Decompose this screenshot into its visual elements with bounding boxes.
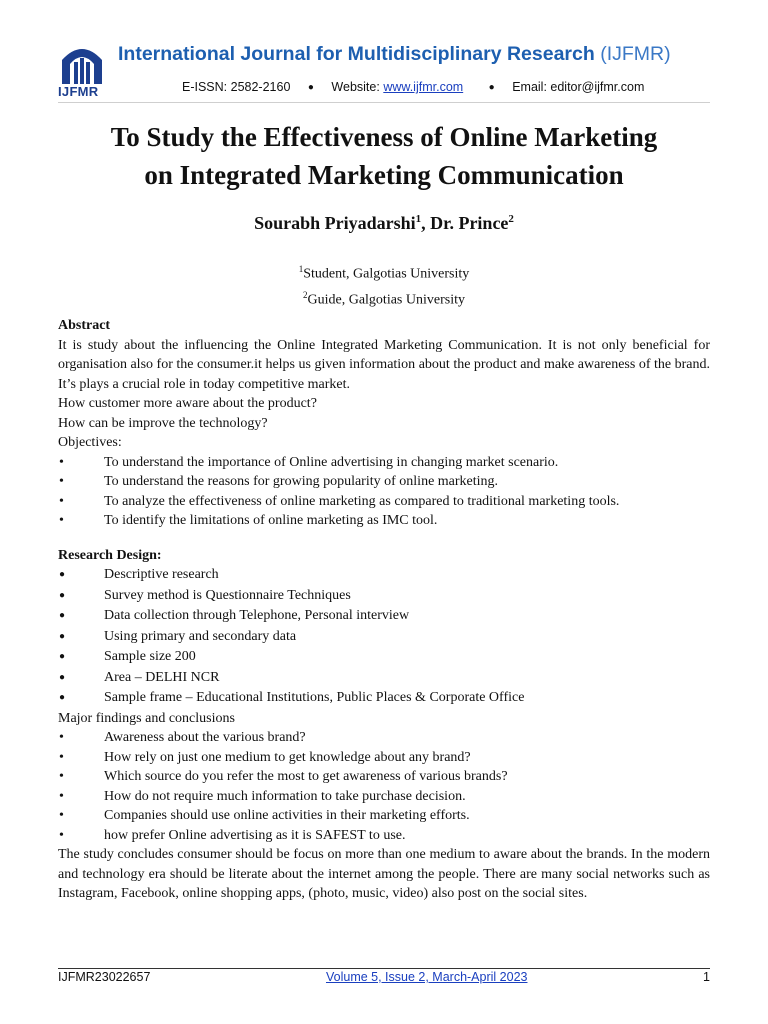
objective-item: • To identify the limitations of online marketing as IMC tool. [58, 511, 710, 531]
affil-2-sup: 2 [303, 289, 308, 300]
finding-item: • Awareness about the various brand? [58, 728, 710, 748]
finding-item: • How do not require much information to take purchase decision. [58, 787, 710, 807]
paper-body [58, 316, 710, 904]
objective-item: • To analyze the effectiveness of online marketing as compared to traditional marketing tools. [58, 492, 710, 512]
authors [40, 213, 728, 234]
page-footer [58, 970, 710, 984]
journal-abbr: (IJFMR) [600, 43, 671, 65]
title-line-1: To Study the Effectiveness of Online Marketing [110, 122, 658, 152]
finding-item: • how prefer Online advertising as it is SAFEST to use. [58, 826, 710, 846]
title-line-2: on Integrated Marketing Communication [144, 160, 624, 190]
issn: E-ISSN: 2582-2160 [182, 80, 291, 94]
research-design-item: ● Sample frame – Educational Institutions, Public Places & Corporate Office [58, 688, 710, 709]
finding-item: • Companies should use online activities in their marketing efforts. [58, 806, 710, 826]
header-divider [58, 102, 710, 103]
conclusion-paragraph: The study concludes consumer should be focus on more than one medium to aware about the brands. In the modern and technology era should be literate about the internet among the people. There are many social networks such as Instagram, Facebook, online shopping apps, (photo, music, video) also post on the social sites. [58, 847, 710, 901]
affil-1-text: Student, Galgotias University [303, 266, 470, 282]
author-separator: , [421, 213, 431, 233]
objective-item: • To understand the importance of Online advertising in changing market scenario. [58, 453, 710, 473]
findings-list [58, 728, 710, 845]
abstract-question-1: How customer more aware about the product? [58, 396, 317, 411]
affiliations [40, 259, 728, 310]
bullet-icon: ● [307, 82, 314, 93]
research-design-item: ● Survey method is Questionnaire Techniques [58, 586, 710, 607]
paper-title [40, 118, 728, 194]
research-design-item: ● Using primary and secondary data [58, 627, 710, 648]
footer-divider [58, 968, 710, 969]
email: Email: editor@ijfmr.com [512, 80, 645, 94]
paper-id: IJFMR23022657 [58, 970, 151, 984]
finding-item: • How rely on just one medium to get knowledge about any brand? [58, 748, 710, 768]
page-number: 1 [703, 970, 710, 984]
affiliation-1 [40, 259, 728, 285]
author-1: Sourabh Priyadarshi [254, 213, 416, 233]
objectives-list [58, 453, 710, 531]
journal-info-line [182, 80, 644, 94]
abstract-paragraph: It is study about the influencing the Online Integrated Marketing Communication. It is not only beneficial for organisation also for the consumer.it helps us given information about the product and make awareness of the brand. It’s plays a crucial role in today competitive market. [58, 337, 710, 392]
findings-heading: Major findings and conclusions [58, 710, 235, 726]
website-label: Website: [331, 80, 380, 94]
journal-title [118, 43, 671, 66]
volume-issue-link[interactable]: Volume 5, Issue 2, March-April 2023 [325, 970, 528, 984]
affil-1-sup: 1 [298, 264, 304, 274]
logo-text: IJFMR [58, 84, 99, 99]
research-design-item: ● Data collection through Telephone, Personal interview [58, 606, 710, 627]
objectives-label: Objectives: [58, 435, 122, 450]
research-design-item: ● Area – DELHI NCR [58, 668, 710, 689]
affil-2-text: Guide, Galgotias University [307, 292, 465, 308]
finding-item: • Which source do you refer the most to get awareness of various brands? [58, 767, 710, 787]
author-1-sup: 1 [415, 213, 422, 225]
journal-name: International Journal for Multidisciplinary Research [118, 43, 595, 65]
bullet-icon: ● [488, 82, 495, 93]
abstract-question-2: How can be improve the technology? [58, 415, 268, 431]
affiliation-2 [40, 285, 728, 311]
research-design-list [58, 565, 710, 709]
website-link[interactable]: www.ijfmr.com [383, 80, 464, 94]
objective-item: • To understand the reasons for growing popularity of online marketing. [58, 472, 710, 492]
abstract-heading: Abstract [58, 318, 111, 333]
author-2: Dr. Prince [430, 213, 509, 233]
research-design-heading: Research Design: [58, 547, 162, 563]
research-design-item: ● Sample size 200 [58, 647, 710, 668]
author-2-sup: 2 [508, 213, 514, 225]
research-design-item: ● Descriptive research [58, 565, 710, 586]
